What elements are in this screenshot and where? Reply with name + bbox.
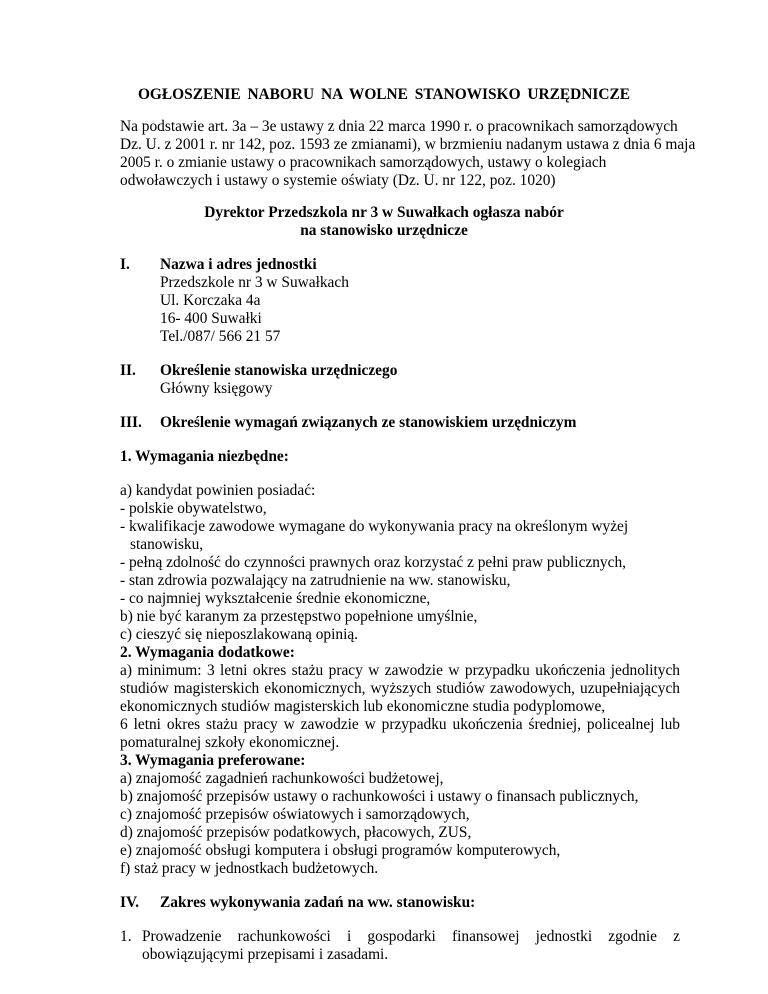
- requirements-heading: 2. Wymagania dodatkowe:: [120, 644, 295, 661]
- list-item: - polskie obywatelstwo,: [120, 500, 267, 517]
- list-item: d) znajomość przepisów podatkowych, płacowych, ZUS,: [120, 824, 472, 841]
- list-item: - co najmniej wykształcenie średnie ekonomiczne,: [120, 590, 431, 607]
- requirements-heading: 1. Wymagania niezbędne:: [120, 448, 289, 465]
- announcer-line: na stanowisko urzędnicze: [300, 222, 468, 239]
- list-item: c) znajomość przepisów oświatowych i samorządowych,: [120, 806, 470, 823]
- list-item: f) staż pracy w jednostkach budżetowych.: [120, 860, 379, 877]
- list-item: a) kandydat powinien posiadać:: [120, 482, 316, 499]
- list-item: e) znajomość obsługi komputera i obsługi programów komputerowych,: [120, 842, 561, 859]
- section-heading: Określenie wymagań związanych ze stanowiskiem urzędniczym: [160, 414, 577, 431]
- intro-line: Na podstawie art. 3a – 3e ustawy z dnia 22 marca 1990 r. o pracownikach samorządowych: [120, 118, 678, 135]
- task-number: 1.: [120, 928, 132, 945]
- section-number: I.: [120, 256, 130, 273]
- list-item: a) znajomość zagadnień rachunkowości budżetowej,: [120, 770, 444, 787]
- list-item: a) minimum: 3 letni okres stażu pracy w zawodzie w przypadku ukończenia jednolitych: [120, 662, 680, 679]
- list-item: - stan zdrowia pozwalający na zatrudnienie na ww. stanowisku,: [120, 572, 511, 589]
- task-text: obowiązującymi przepisami i zasadami.: [142, 946, 389, 963]
- address-line: Ul. Korczaka 4a: [160, 292, 261, 309]
- section-number: IV.: [120, 894, 139, 911]
- intro-line: 2005 r. o zmianie ustawy o pracownikach samorządowych, ustawy o kolegiach: [120, 154, 607, 171]
- address-line: Przedszkole nr 3 w Suwałkach: [160, 274, 349, 291]
- position-name: Główny księgowy: [160, 380, 273, 397]
- list-item: b) znajomość przepisów ustawy o rachunkowości i ustawy o finansach publicznych,: [120, 788, 639, 805]
- section-heading: Zakres wykonywania zadań na ww. stanowisku:: [160, 894, 476, 911]
- list-item: - pełną zdolność do czynności prawnych oraz korzystać z pełni praw publicznych,: [120, 554, 626, 571]
- section-heading: Nazwa i adres jednostki: [160, 256, 317, 273]
- address-line: 16- 400 Suwałki: [160, 310, 262, 327]
- list-item: 6 letni okres stażu pracy w zawodzie w przypadku ukończenia średniej, policealnej lub: [120, 716, 680, 733]
- task-text: Prowadzenie rachunkowości i gospodarki finansowej jednostki zgodnie z: [142, 928, 680, 945]
- list-item: - kwalifikacje zawodowe wymagane do wykonywania pracy na określonym wyżej: [120, 518, 629, 535]
- list-item: c) cieszyć się nieposzlakowaną opinią.: [120, 626, 359, 643]
- announcer-line: Dyrektor Przedszkola nr 3 w Suwałkach ogłasza nabór: [204, 204, 564, 221]
- document-title: OGŁOSZENIE NABORU NA WOLNE STANOWISKO URZĘDNICZE: [137, 86, 631, 103]
- intro-line: odwoławczych i ustawy o systemie oświaty (Dz. U. nr 122, poz. 1020): [120, 172, 556, 189]
- intro-line: Dz. U. z 2001 r. nr 142, poz. 1593 ze zmianami), w brzmieniu nadanym ustawa z dnia 6 maja: [120, 136, 696, 153]
- list-item: b) nie być karanym za przestępstwo popełnione umyślnie,: [120, 608, 478, 625]
- section-heading: Określenie stanowiska urzędniczego: [160, 362, 398, 379]
- list-item: stanowisku,: [130, 536, 204, 553]
- phone-line: Tel./087/ 566 21 57: [160, 328, 281, 345]
- section-number: II.: [120, 362, 136, 379]
- section-number: III.: [120, 414, 142, 431]
- list-item: pomaturalnej szkoły ekonomicznej.: [120, 734, 340, 751]
- list-item: studiów magisterskich ekonomicznych, wyższych studiów zawodowych, uzupełniających: [120, 680, 680, 697]
- requirements-heading: 3. Wymagania preferowane:: [120, 752, 306, 769]
- list-item: ekonomicznych studiów magisterskich lub ekonomiczne studia podyplomowe,: [120, 698, 606, 715]
